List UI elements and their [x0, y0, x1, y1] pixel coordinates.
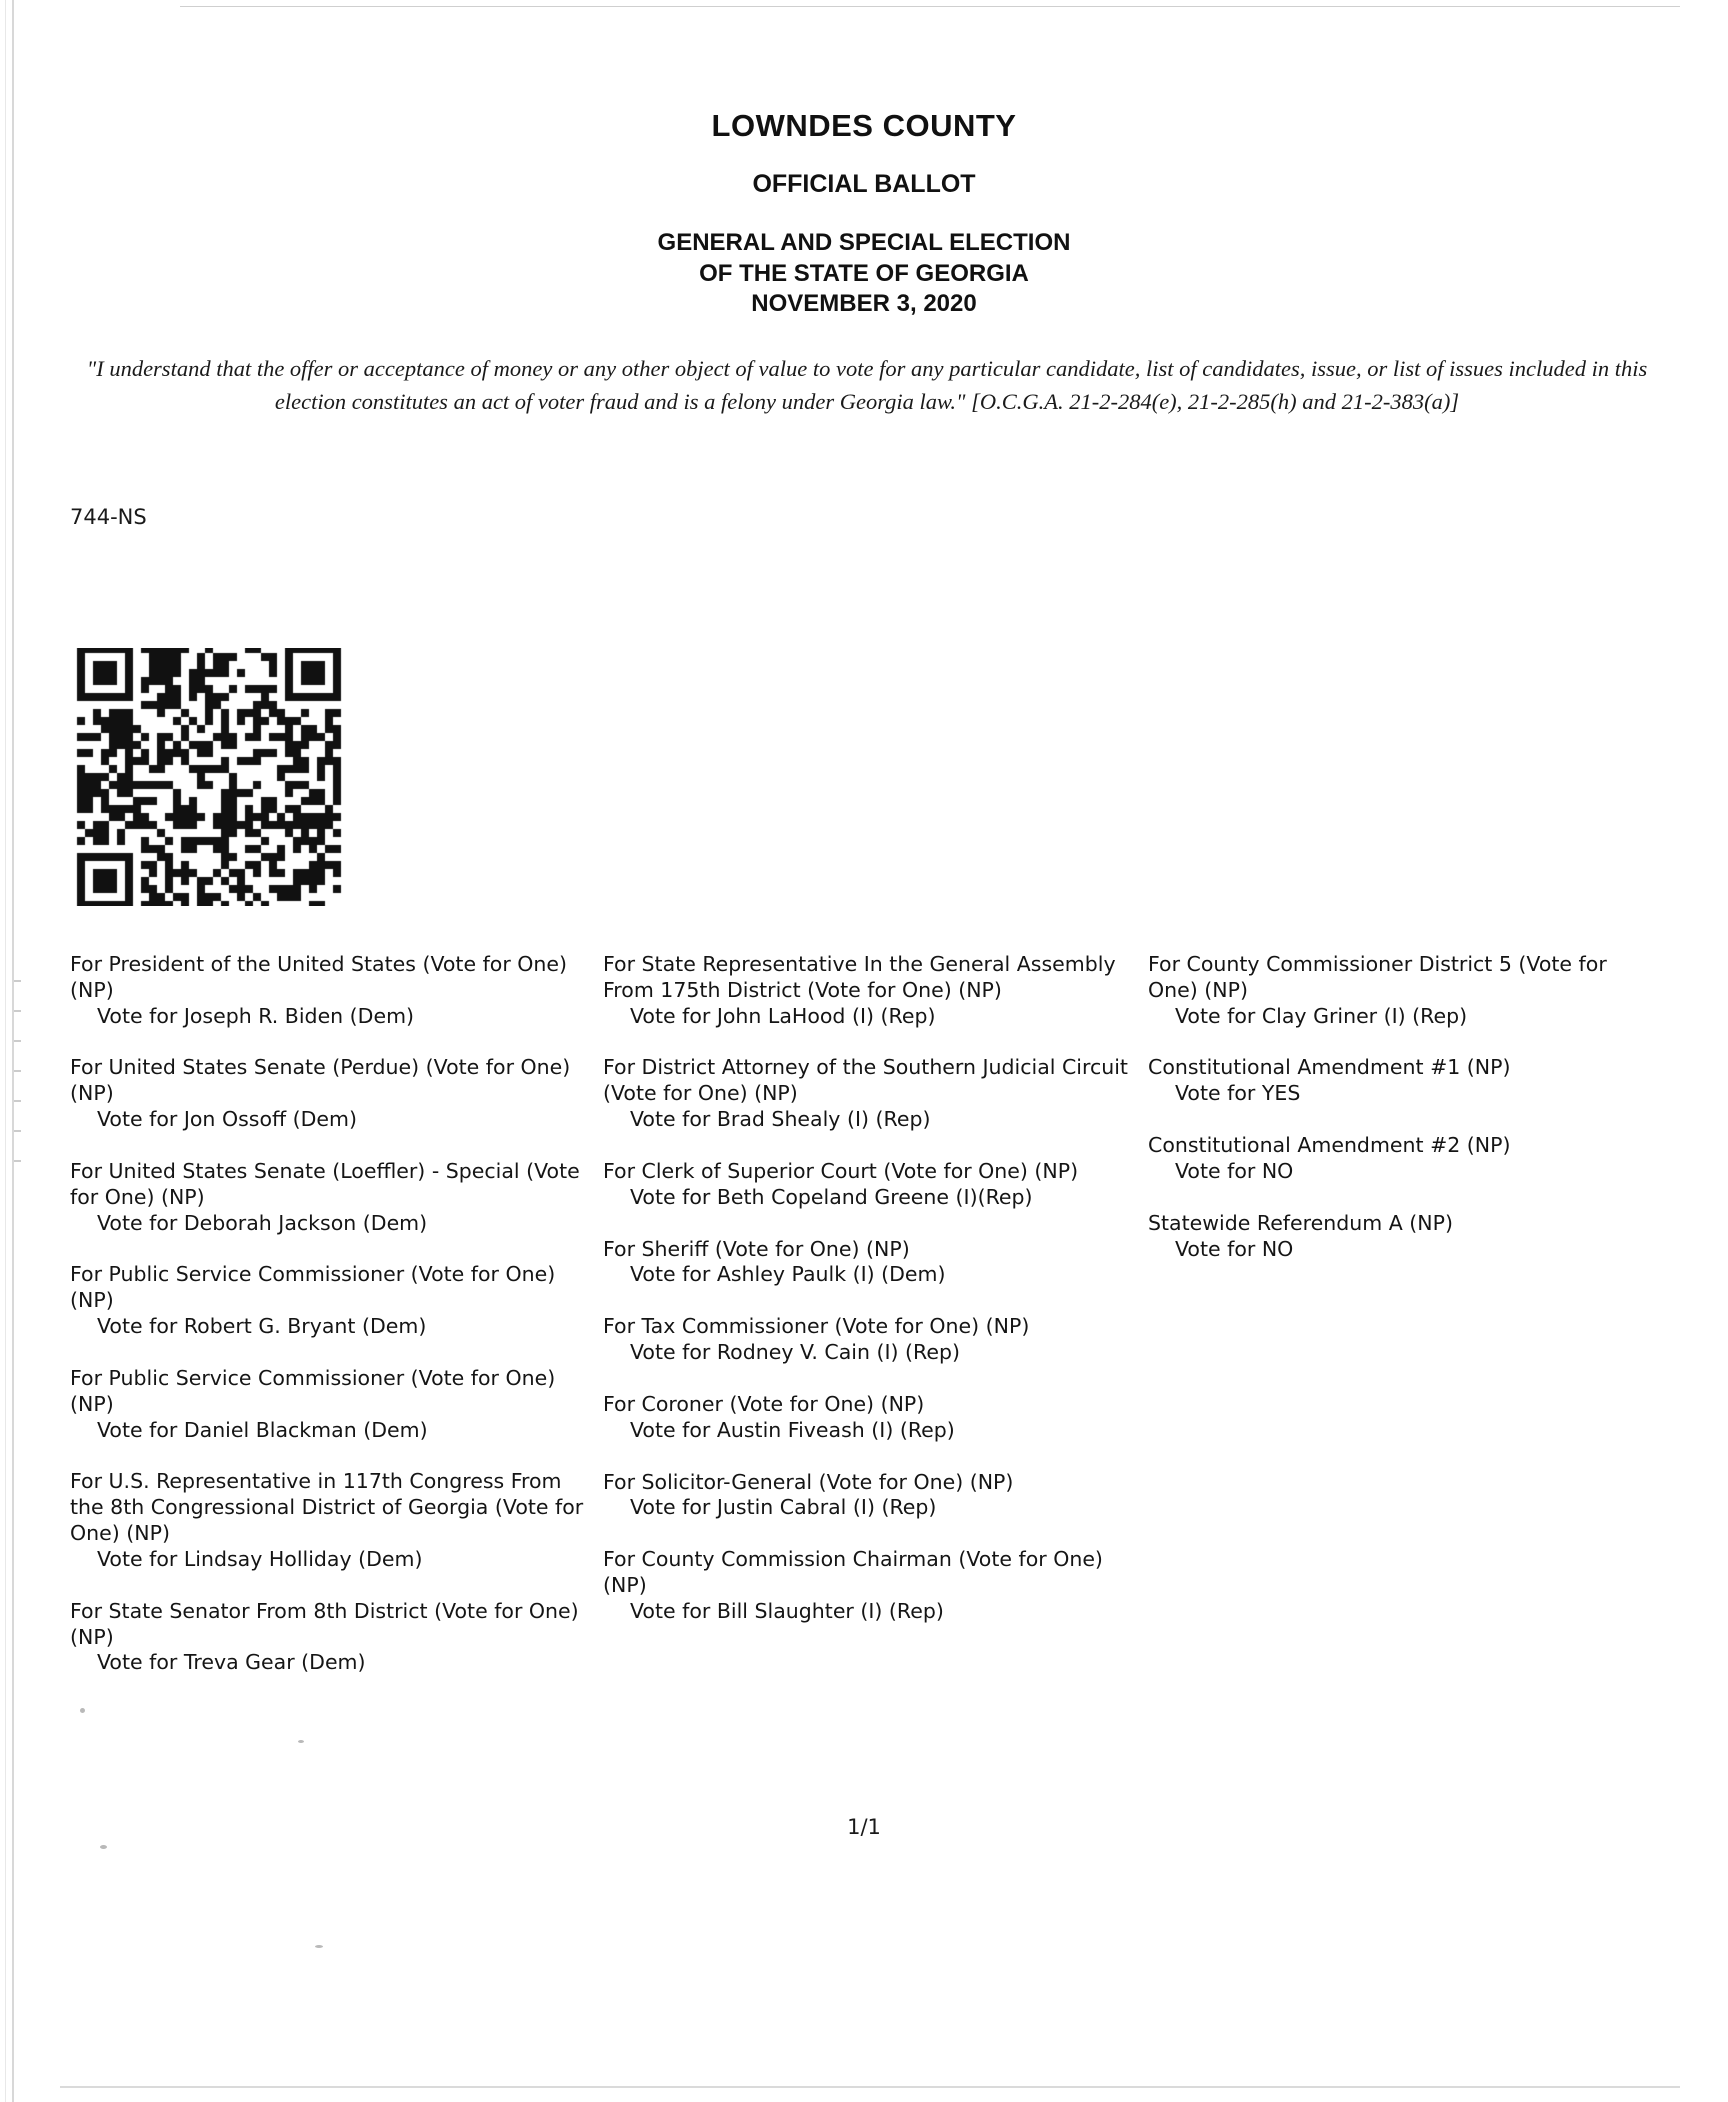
- contest-title: For Sheriff (Vote for One) (NP): [603, 1236, 910, 1261]
- scan-tick: [14, 1160, 21, 1162]
- election-title: [0, 228, 1728, 320]
- contest-title: For U.S. Representative in 117th Congress From the 8th Congressional District of Georgia (Vote for One) (NP): [70, 1469, 584, 1546]
- election-title-line1: GENERAL AND SPECIAL ELECTION: [657, 229, 1071, 256]
- contest-selected-choice: Vote for Robert G. Bryant (Dem): [97, 1314, 427, 1339]
- contest-selected-choice: [603, 1185, 1130, 1211]
- contest-title: Statewide Referendum A (NP): [1148, 1210, 1453, 1235]
- contest-title: For Public Service Commissioner (Vote for One) (NP): [70, 1262, 556, 1313]
- contest-selected-choice: Vote for Lindsay Holliday (Dem): [97, 1546, 423, 1571]
- contest-title: For President of the United States (Vote for One) (NP): [70, 952, 568, 1002]
- contest-selected-choice: Vote for Ashley Paulk (I) (Dem): [630, 1262, 946, 1287]
- contest: [603, 1314, 1130, 1366]
- contest: [603, 1237, 1130, 1289]
- scan-tick: [14, 1070, 21, 1072]
- contest-title: For County Commission Chairman (Vote for One) (NP): [603, 1547, 1103, 1598]
- contest-title: For Coroner (Vote for One) (NP): [603, 1391, 925, 1416]
- contest-title: For United States Senate (Loeffler) - Special (Vote for One) (NP): [70, 1158, 580, 1209]
- scan-speck: [298, 1740, 304, 1743]
- scan-tick: [14, 1010, 21, 1012]
- contest: [70, 1159, 585, 1236]
- ballot-header: [0, 108, 1728, 320]
- contest-selected-choice: Vote for John LaHood (I) (Rep): [630, 1003, 936, 1028]
- scan-tick: [14, 1130, 21, 1132]
- page-top-edge-artifact: [180, 6, 1680, 7]
- page-title: LOWNDES COUNTY: [711, 108, 1017, 143]
- election-title-line2: OF THE STATE OF GEORGIA: [699, 259, 1029, 287]
- contest: [603, 1392, 1130, 1444]
- contest-title: For State Representative In the General Assembly From 175th District (Vote for One) (NP): [603, 952, 1116, 1002]
- scan-speck: [315, 1945, 323, 1948]
- contest-columns: [70, 952, 1670, 1702]
- scan-speck: [80, 1708, 85, 1713]
- contest-selected-choice: Vote for NO: [1175, 1158, 1294, 1183]
- contest-title: For Clerk of Superior Court (Vote for One) (NP): [603, 1158, 1079, 1183]
- scan-speck: [100, 1845, 107, 1849]
- contest-title: For County Commissioner District 5 (Vote for One) (NP): [1148, 952, 1607, 1002]
- contest: [1148, 1133, 1652, 1185]
- contest: [70, 952, 585, 1029]
- qr-code-image: [70, 648, 348, 906]
- contest-selected-choice: Vote for Clay Griner (I) (Rep): [1175, 1003, 1468, 1028]
- contest-selected-choice: Vote for YES: [1175, 1081, 1301, 1106]
- contest-selected-choice: Vote for Treva Gear (Dem): [97, 1650, 366, 1675]
- contest: [603, 1547, 1130, 1624]
- ballot-qr-code: [70, 648, 348, 906]
- contest-column-2: [603, 952, 1148, 1702]
- contest-selected-choice: Vote for Joseph R. Biden (Dem): [97, 1003, 415, 1028]
- contest-title: Constitutional Amendment #1 (NP): [1148, 1055, 1511, 1080]
- page-bottom-edge-artifact: [60, 2086, 1680, 2088]
- page-number: 1/1: [847, 1815, 881, 1839]
- choice-text-continuation: (Rep): [977, 1184, 1033, 1209]
- contest: [70, 1599, 585, 1676]
- contest: [603, 1470, 1130, 1522]
- contest: [603, 1055, 1130, 1132]
- contest-selected-choice: Vote for Bill Slaughter (I) (Rep): [630, 1598, 944, 1623]
- contest-title: For District Attorney of the Southern Judicial Circuit (Vote for One) (NP): [603, 1055, 1128, 1106]
- contest-selected-choice: Vote for Daniel Blackman (Dem): [97, 1417, 428, 1442]
- contest: [70, 1262, 585, 1339]
- contest: [603, 1159, 1130, 1211]
- contest-selected-choice: Vote for NO: [1175, 1236, 1294, 1261]
- contest-selected-choice: Vote for Jon Ossoff (Dem): [97, 1107, 357, 1132]
- scan-tick: [14, 980, 21, 982]
- contest-title: For United States Senate (Perdue) (Vote for One) (NP): [70, 1055, 571, 1106]
- contest: [1148, 1211, 1652, 1263]
- contest-column-1: [70, 952, 603, 1702]
- contest: [70, 1469, 585, 1572]
- contest: [1148, 1055, 1652, 1107]
- contest: [70, 1366, 585, 1443]
- scan-tick: [14, 1040, 21, 1042]
- contest-selected-choice: Vote for Austin Fiveash (I) (Rep): [630, 1417, 955, 1442]
- contest-selected-choice: Vote for Brad Shealy (I) (Rep): [630, 1107, 931, 1132]
- contest: [70, 1055, 585, 1132]
- contest-title: For Tax Commissioner (Vote for One) (NP): [603, 1314, 1030, 1339]
- contest-title: Constitutional Amendment #2 (NP): [1148, 1133, 1511, 1158]
- contest: [1148, 952, 1652, 1029]
- choice-text: Vote for Beth Copeland Greene (I): [630, 1184, 978, 1209]
- contest-column-3: [1148, 952, 1670, 1702]
- contest: [603, 952, 1130, 1029]
- contest-selected-choice: Vote for Justin Cabral (I) (Rep): [630, 1495, 937, 1520]
- contest-title: For State Senator From 8th District (Vote for One) (NP): [70, 1598, 579, 1649]
- contest-selected-choice: Vote for Rodney V. Cain (I) (Rep): [630, 1340, 960, 1365]
- scan-tick: [14, 1100, 21, 1102]
- ballot-style-code: 744-NS: [70, 505, 147, 529]
- election-date: NOVEMBER 3, 2020: [751, 290, 977, 318]
- voter-fraud-oath-text: "I understand that the offer or acceptance of money or any other object of value to vote for any particular candidate, list of candidates, issue, or list of issues included in this election constitutes an act of voter fraud and is a felony under Georgia law." [O.C.G.A. 21-2-284(e), 21-2-285(h) and 21-2-383(a)]: [86, 356, 1648, 415]
- contest-title: For Public Service Commissioner (Vote for One) (NP): [70, 1365, 556, 1416]
- ballot-type-title: OFFICIAL BALLOT: [752, 170, 976, 198]
- contest-title: For Solicitor-General (Vote for One) (NP): [603, 1469, 1014, 1494]
- contest-selected-choice: Vote for Deborah Jackson (Dem): [97, 1210, 428, 1235]
